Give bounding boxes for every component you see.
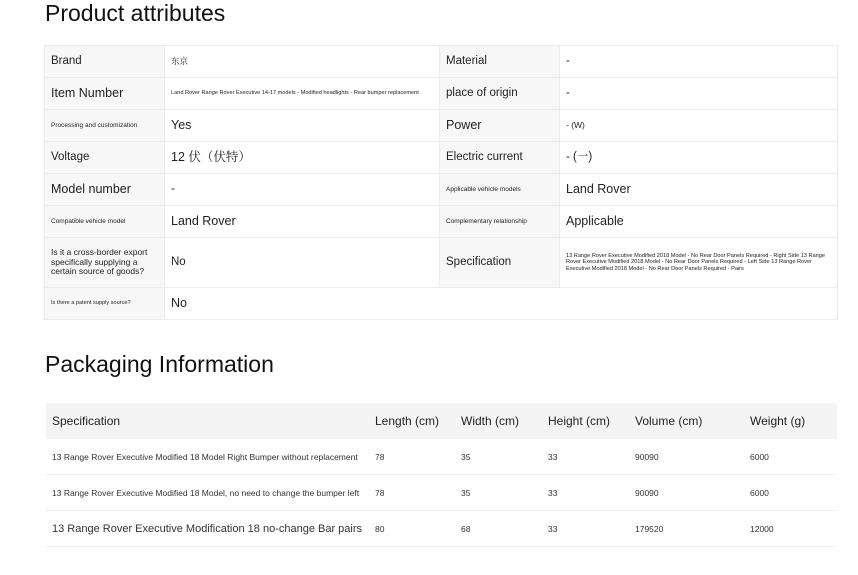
attribute-value: - (一) [560, 142, 838, 173]
cell-width: 35 [461, 487, 471, 498]
cell-specification: 13 Range Rover Executive Modified 18 Model, no need to change the bumper left [52, 487, 360, 498]
attribute-value: 东京 [165, 46, 440, 77]
table-header [46, 403, 837, 439]
column-header-volume: Volume (cm) [635, 414, 703, 428]
attribute-value: Land Rover [165, 206, 440, 237]
attribute-key: Is it a cross-border export specifically supplying a certain source of goods? [45, 238, 165, 287]
attribute-key: Electric current [440, 142, 560, 173]
attribute-value: Land Rover [560, 174, 838, 205]
attribute-key: Model number [45, 174, 165, 205]
table-row [46, 511, 837, 547]
packaging-information-title: Packaging Information [45, 351, 274, 377]
attribute-key: Material [440, 46, 560, 77]
attribute-key: Compatible vehicle model [45, 206, 165, 237]
column-header-weight: Weight (g) [750, 414, 806, 428]
attribute-row [45, 206, 838, 238]
attributes-table [44, 45, 838, 320]
attribute-key: Item Number [45, 78, 165, 109]
attribute-value: No [165, 238, 440, 287]
cell-width: 68 [461, 523, 471, 534]
attribute-key: Specification [440, 238, 560, 287]
attribute-key: Voltage [45, 142, 165, 173]
cell-volume: 90090 [635, 487, 659, 498]
attribute-row [45, 238, 838, 288]
cell-weight: 6000 [750, 487, 769, 498]
attribute-value: Yes [165, 110, 440, 141]
cell-volume: 179520 [635, 523, 664, 534]
cell-weight: 6000 [750, 451, 769, 462]
attribute-key: Brand [45, 46, 165, 77]
attribute-row [45, 142, 838, 174]
table-row [46, 475, 837, 511]
cell-length: 78 [375, 487, 385, 498]
cell-length: 80 [375, 523, 385, 534]
column-header-width: Width (cm) [461, 414, 519, 428]
attribute-row [45, 46, 838, 78]
attribute-value: 12 伏（伏特） [165, 142, 440, 173]
attribute-value: Land Rover Range Rover Executive 14-17 models - Modified headlights - Rear bumper replacement [165, 78, 440, 109]
column-header-specification: Specification [52, 414, 121, 428]
product-attributes-title: Product attributes [45, 0, 226, 26]
column-header-length: Length (cm) [375, 414, 440, 428]
attribute-row [45, 78, 838, 110]
attribute-key: Complementary relationship [440, 206, 560, 237]
attribute-row [45, 110, 838, 142]
table-row [46, 439, 837, 475]
column-header-height: Height (cm) [548, 414, 611, 428]
attribute-key: Applicable vehicle models [440, 174, 560, 205]
cell-specification: 13 Range Rover Executive Modification 18 no-change Bar pairs [52, 522, 363, 535]
packaging-table [46, 403, 837, 547]
attribute-value: - [165, 174, 440, 205]
cell-height: 33 [548, 487, 558, 498]
cell-volume: 90090 [635, 451, 659, 462]
attribute-value: 13 Range Rover Executive Modified 2018 Model - No Rear Door Panels Required - Right Side 13 Range Rover Executive Modified 2018 Model - No Rear Door Panels Required - Left Side 13 Range Rover Executive Modified 2018 Model - No Rear Door Panels Required - Pairs [560, 238, 838, 287]
cell-specification: 13 Range Rover Executive Modified 18 Model Right Bumper without replacement [52, 451, 358, 462]
attribute-value: - [560, 78, 838, 109]
attribute-row [45, 174, 838, 206]
attribute-key: Processing and customization [45, 110, 165, 141]
attribute-row [45, 288, 838, 320]
attribute-value: No [165, 288, 838, 319]
cell-height: 33 [548, 451, 558, 462]
cell-weight: 12000 [750, 523, 774, 534]
attribute-value: - (W) [560, 110, 838, 141]
cell-length: 78 [375, 451, 385, 462]
cell-width: 35 [461, 451, 471, 462]
attribute-key: place of origin [440, 78, 560, 109]
attribute-value: - [560, 46, 838, 77]
attribute-value: Applicable [560, 206, 838, 237]
cell-height: 33 [548, 523, 558, 534]
attribute-key: Is there a patent supply source? [45, 288, 165, 319]
attribute-key: Power [440, 110, 560, 141]
